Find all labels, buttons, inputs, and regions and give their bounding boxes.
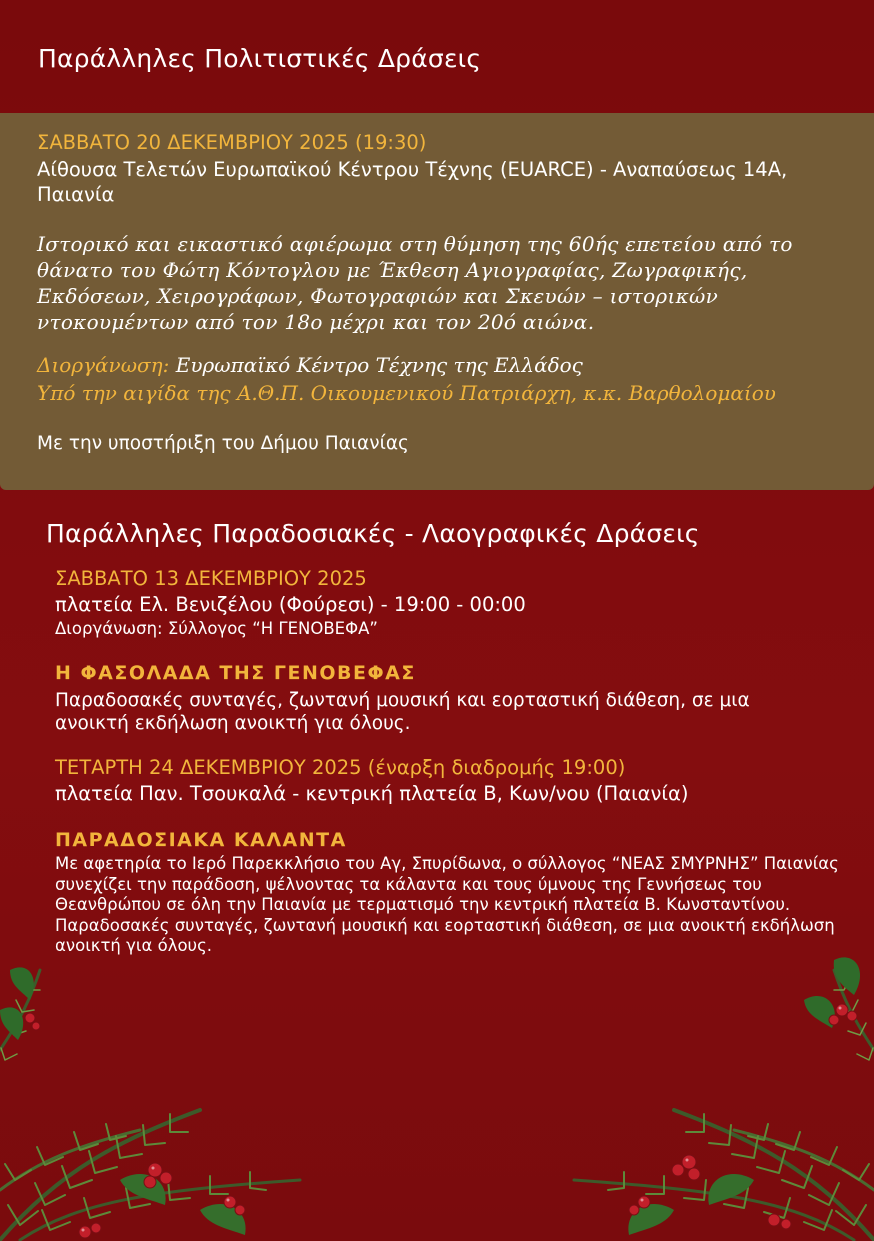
event-description: Ιστορικό και εικαστικό αφιέρωμα στη θύμηση της 60ής επετείου από το θάνατο του Φώτη Κόντογλου με Έκθεση Αγιογραφίας, Ζωγραφικής, Εκδόσεων, Χειρογράφων, Φωτογραφιών και Σκευών – ιστορικών ντοκουμέντων από τον 18ο μέχρι και τον 20ό αιώνα. [37,232,793,334]
fasolada-date: ΣΑΒΒΑΤΟ 13 ΔΕΚΕΜΒΡΙΟΥ 2025 [55,567,367,590]
cultural-section-title: Παράλληλες Πολιτιστικές Δράσεις [38,44,482,73]
event-support: Με την υποστήριξη του Δήμου Παιανίας [37,433,409,454]
organizer-name: Ευρωπαϊκό Κέντρο Τέχνης της Ελλάδος [175,353,583,377]
event-organizer [37,353,583,377]
event-aegis: Υπό την αιγίδα της Α.Θ.Π. Οικουμενικού Πατριάρχη, κ.κ. Βαρθολομαίου [37,381,776,405]
fasolada-organizer: Διοργάνωση: Σύλλογος “Η ΓΕΝΟΒΕΦΑ” [55,619,378,638]
folk-section-title: Παράλληλες Παραδοσιακές - Λαογραφικές Δράσεις [46,519,700,548]
event-venue: Αίθουσα Τελετών Ευρωπαϊκού Κέντρου Τέχνης (EUARCE) - Αναπαύσεως 14Α, Παιανία [37,158,788,206]
kalanta-description: Με αφετηρία το Ιερό Παρεκκλήσιο του Αγ, Σπυρίδωνα, ο σύλλογος “ΝΕΑΣ ΣΜΥΡΝΗΣ” Παιανίας συνεχίζει την παράδοση, ψέλνοντας τα κάλαντα και τους ύμνους της Γεννήσεως του Θεανθρώπου σε όλη την Παιανία με τερματισμό την κεντρική πλατεία Β. Κωνσταντίνου. Παραδοσακές συνταγές, ζωντανή μουσική και εορταστική διάθεση, σε μια ανοικτή εκδήλωση ανοικτή για όλους. [55,854,839,955]
kalanta-heading: ΠΑΡΑΔΟΣΙΑΚΑ ΚΑΛΑΝΤΑ [55,829,347,851]
fasolada-venue: πλατεία Ελ. Βενιζέλου (Φούρεσι) - 19:00 - 00:00 [55,593,526,616]
kalanta-date: ΤΕΤΑΡΤΗ 24 ΔΕΚΕΜΒΡΙΟΥ 2025 (έναρξη διαδρομής 19:00) [55,756,626,779]
pine-branch-right-decoration [544,940,874,1241]
kalanta-venue: πλατεία Παν. Τσουκαλά - κεντρική πλατεία Β, Κων/νου (Παιανία) [55,782,689,805]
organizer-label: Διοργάνωση: [37,353,170,377]
pine-branch-left-decoration [0,940,330,1241]
fasolada-heading: Η ΦΑΣΟΛΑΔΑ ΤΗΣ ΓΕΝΟΒΕΦΑΣ [55,662,416,684]
event-date: ΣΑΒΒΑΤΟ 20 ΔΕΚΕΜΒΡΙΟΥ 2025 (19:30) [37,131,427,154]
fasolada-description: Παραδοσακές συνταγές, ζωντανή μουσική και εορταστική διάθεση, σε μια ανοικτή εκδήλωση ανοικτή για όλους. [55,690,750,734]
